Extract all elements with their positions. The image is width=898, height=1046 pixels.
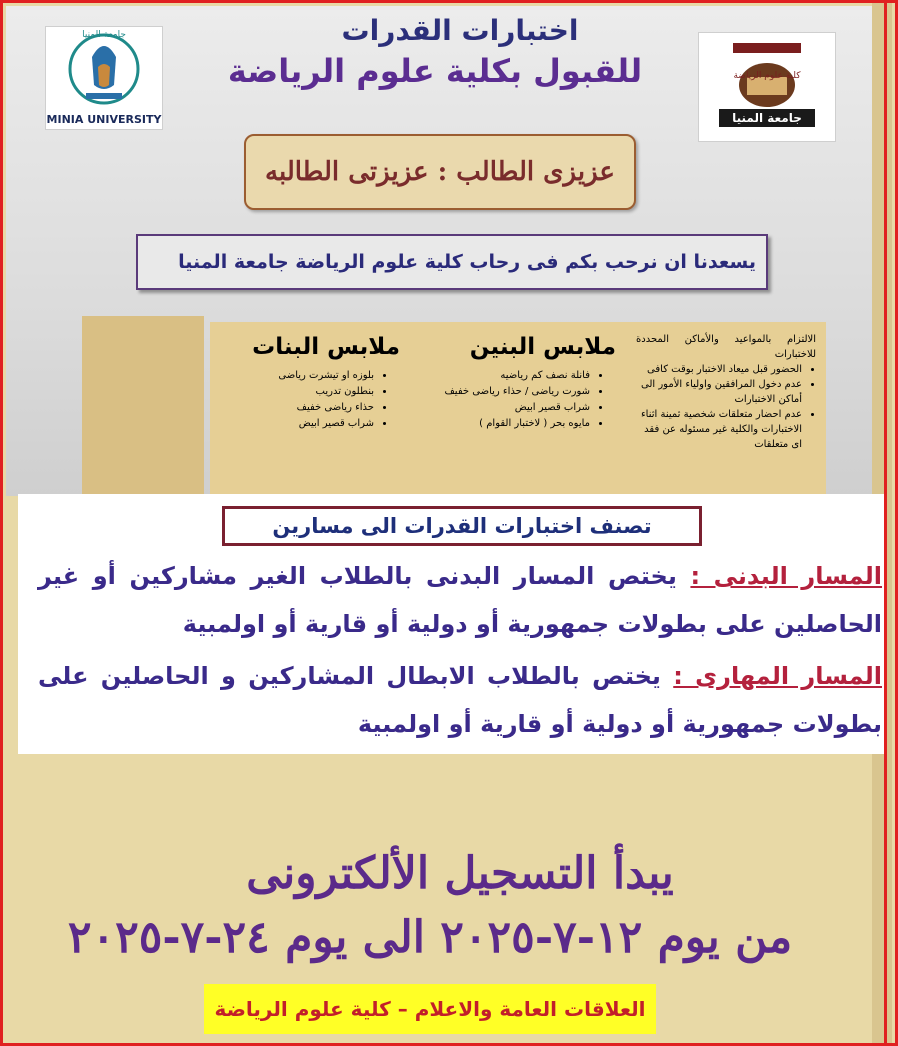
list-item: • فانلة نصف كم رياضيه <box>420 368 590 384</box>
faculty-logo-university: جامعة المنيا <box>732 111 802 125</box>
list-item: • الحضور قبل ميعاد الاختبار بوقت كافى <box>636 362 802 377</box>
skill-track-name: المسار المهارى : <box>673 662 882 690</box>
footer-text: العلاقات العامة والاعلام – كلية علوم الرياضة <box>214 997 646 1021</box>
physical-track-text: يختص المسار البدنى بالطلاب الغير مشاركين أو غير الحاصلين على بطولات جمهورية أو دولية أو قارية أو اولمبية <box>38 562 882 638</box>
rules-lead: الالتزام بالمواعيد والأماكن المحددة للاختبارات <box>636 334 816 360</box>
physical-track-name: المسار البدنى : <box>690 562 883 590</box>
list-item: • حذاء رياضى خفيف <box>220 400 374 416</box>
list-item: • شورت رياضى / حذاء رياضى خفيف <box>420 384 590 400</box>
greeting-text: عزيزى الطالب : عزيزتى الطالبه <box>265 157 615 187</box>
list-item: • عدم دخول المرافقين واولياء الأمور الى أماكن الاختبارات <box>636 377 802 407</box>
list-item: • عدم احضار متعلقات شخصية ثمينة اثناء الاختبارات والكلية غير مسئوله عن فقد اى متعلقات <box>636 407 802 452</box>
welcome-text: يسعدنا ان نرحب بكم فى رحاب كلية علوم الرياضة جامعة المنيا <box>178 251 756 273</box>
list-item: • بنطلون تدريب <box>220 384 374 400</box>
registration-dates: من يوم ١٢-٧-٢٠٢٥ الى يوم ٢٤-٧-٢٠٢٥ <box>67 912 793 963</box>
girls-title: ملابس البنات <box>252 334 400 360</box>
boys-title: ملابس البنين <box>469 334 616 360</box>
page-title: اختبارات القدرات <box>341 14 579 47</box>
skill-track-text: يختص بالطلاب الابطال المشاركين و الحاصلين على بطولات جمهورية أو دولية أو قارية أو اولمبية <box>38 662 882 738</box>
faculty-logo-text: كلية علوم الرياضة <box>733 71 801 81</box>
registration-heading: يبدأ التسجيل الألكترونى <box>246 848 674 899</box>
logo-arabic-text: جامعة المنيا <box>82 30 126 40</box>
list-item: • شراب قصير ابيض <box>420 400 590 416</box>
list-item: • مايوه بحر ( لاختبار القوام ) <box>420 416 590 432</box>
tracks-label: تصنف اختبارات القدرات الى مسارين <box>272 514 652 538</box>
logo-english-text: MINIA UNIVERSITY <box>46 113 162 126</box>
list-item: • بلوزه او تيشرت رياضى <box>220 368 374 384</box>
list-item: • شراب قصير ابيض <box>220 416 374 432</box>
page-subtitle: للقبول بكلية علوم الرياضة <box>227 52 643 90</box>
